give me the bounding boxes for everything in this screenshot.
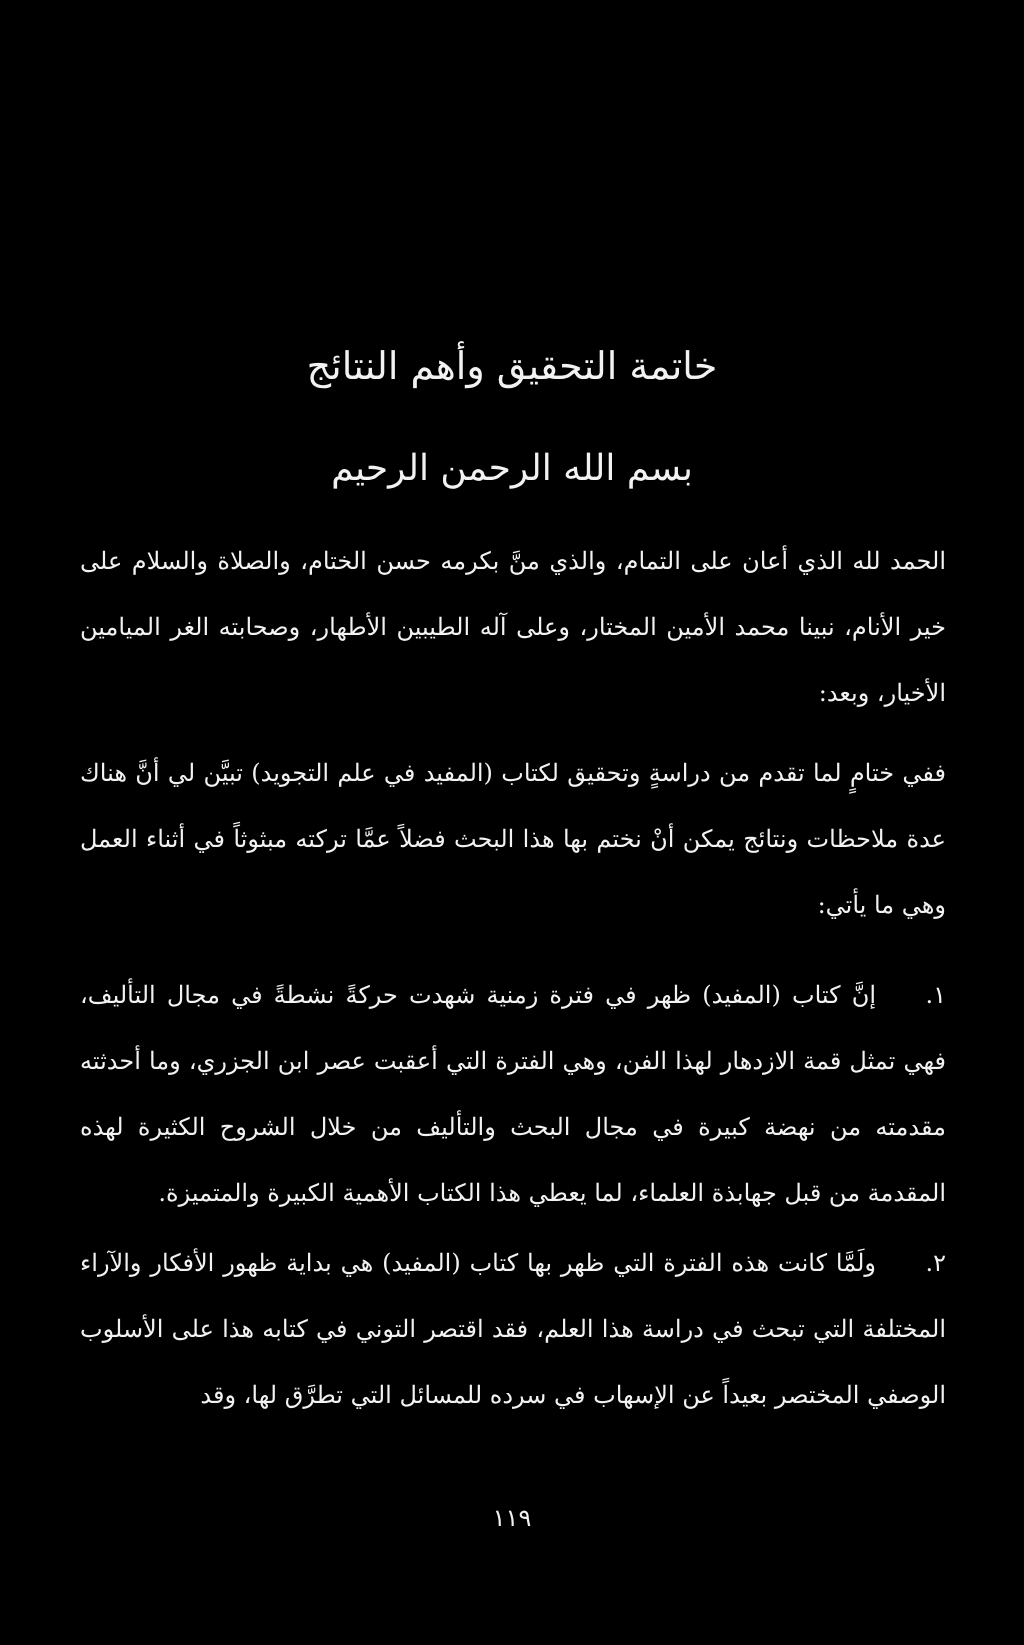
list-item-text: ولَمَّا كانت هذه الفترة التي ظهر بها كتاب (المفيد) هي بداية ظهور الأفكار والآراء المختلفة التي تبحث في دراسة هذا العلم، فقد اقتصر التوني في كتابه هذا على الأسلوب الوصفي المختصر بعيداً عن الإسهاب في سرده للمسائل التي تطرَّق لها، وقد — [80, 1249, 946, 1409]
list-item-number: ٢. — [925, 1249, 946, 1277]
summary-paragraph: ففي ختامٍ لما تقدم من دراسةٍ وتحقيق لكتاب (المفيد في علم التجويد) تبيَّن لي أنَّ هناك عدة ملاحظات ونتائج يمكن أنْ نختم بها هذا البحث فضلاً عمَّا تركته مبثوثاً في أثناء العمل وهي ما يأتي: — [80, 759, 947, 919]
list-item — [80, 1230, 946, 1428]
basmala: بسم الله الرحمن الرحيم — [331, 448, 693, 489]
list-item-text: إنَّ كتاب (المفيد) ظهر في فترة زمنية شهدت حركةً نشطةً في مجال التأليف، فهي تمثل قمة الازدهار لهذا الفن، وهي الفترة التي أعقبت عصر ابن الجزري، وما أحدثته مقدمته من نهضة كبيرة في مجال البحث والتأليف من خلال الشروح الكثيرة لهذه المقدمة من قبل جهابذة العلماء، لما يعطي هذا الكتاب الأهمية الكبيرة والمتميزة. — [80, 981, 946, 1207]
page-title: خاتمة التحقيق وأهم النتائج — [306, 344, 718, 388]
list-item — [80, 962, 946, 1226]
list-item-number: ١. — [925, 981, 946, 1009]
intro-paragraph: الحمد لله الذي أعان على التمام، والذي منَّ بكرمه حسن الختام، والصلاة والسلام على خير الأنام، نبينا محمد الأمين المختار، وعلى آله الطيبين الأطهار، وصحابته الغر الميامين الأخيار، وبعد: — [80, 547, 946, 707]
page-number: ١١٩ — [492, 1504, 532, 1532]
